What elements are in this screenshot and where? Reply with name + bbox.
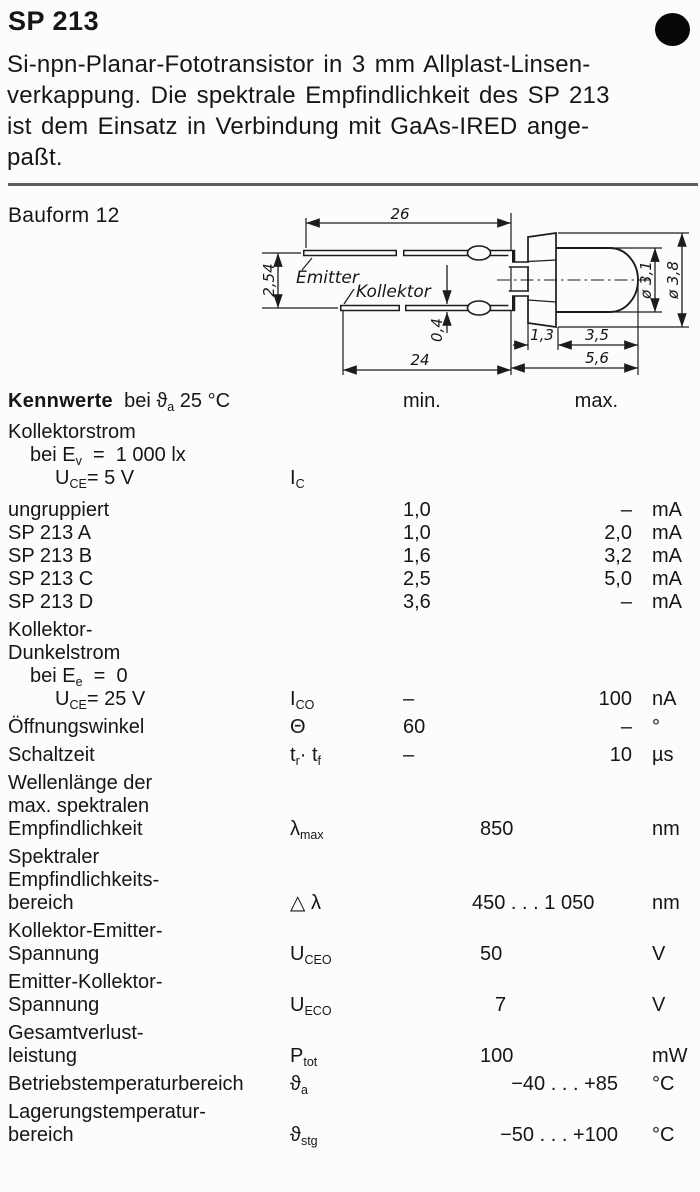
dim-2-54: 2,54 (260, 263, 278, 297)
param-unit: V (652, 943, 666, 965)
dim-24: 24 (410, 351, 430, 369)
table-row (8, 467, 700, 490)
param-unit: mA (652, 522, 682, 544)
param-values (395, 499, 632, 522)
max-column-header: max. (574, 390, 618, 412)
min-value: 1,6 (403, 545, 431, 567)
param-unit: mA (652, 591, 682, 613)
param-label: Gesamtverlust- (8, 1022, 144, 1044)
param-symbol: Θ (290, 716, 306, 738)
param-symbol: $t_r\cdot t_f$ (290, 744, 321, 768)
table-row (8, 421, 700, 444)
dim-1-3: 1,3 (530, 326, 554, 344)
table-row (8, 892, 700, 915)
package-outline-drawing (0, 190, 700, 390)
table-row (8, 994, 700, 1017)
param-symbol: $P_{tot}$ (290, 1045, 318, 1069)
table-row (8, 971, 700, 994)
param-label: Kollektor-Emitter- (8, 920, 163, 942)
kennwerte-label: Kennwerte (8, 390, 113, 412)
table-row (8, 1101, 700, 1124)
param-unit: °C (652, 1073, 675, 1095)
param-unit: mA (652, 499, 682, 521)
max-value: 3,2 (604, 545, 632, 567)
param-label: Empfindlichkeits- (8, 869, 160, 891)
table-row (8, 591, 700, 614)
param-unit: nm (652, 818, 680, 840)
param-values (395, 591, 632, 614)
param-label: Wellenlänge der (8, 772, 153, 794)
param-symbol: $I_{CO}$ (290, 688, 315, 712)
max-value: 100 (598, 688, 632, 710)
ambient-condition: bei $ϑ_a$ 25 °C (124, 390, 231, 414)
param-value: 450 . . . 1 050 (472, 892, 595, 914)
table-row (8, 619, 700, 642)
dim-5-6: 5,6 (585, 349, 609, 367)
param-values (395, 744, 632, 767)
param-values (395, 522, 632, 545)
param-label: Spektraler (8, 846, 100, 868)
spec-table (8, 390, 700, 1147)
table-row (8, 1073, 700, 1096)
param-label: max. spektralen (8, 795, 150, 817)
table-row (8, 744, 700, 767)
description-line: paßt. (7, 144, 63, 171)
param-label: Dunkelstrom (8, 642, 121, 664)
max-value: – (620, 716, 632, 738)
table-row (8, 545, 700, 568)
max-value: 2,0 (604, 522, 632, 544)
table-row (8, 642, 700, 665)
extension-lines (262, 213, 689, 375)
divider-rule (8, 183, 698, 186)
table-row (8, 688, 700, 711)
table-row (8, 522, 700, 545)
table-row (8, 846, 700, 869)
param-symbol: $ϑ_{stg}$ (290, 1124, 318, 1148)
min-value: – (403, 744, 415, 766)
param-label: Lagerungstemperatur- (8, 1101, 206, 1123)
table-row (8, 568, 700, 591)
param-values (395, 688, 632, 711)
param-label: SP 213 A (8, 522, 92, 544)
param-values (395, 818, 632, 841)
table-row (8, 943, 700, 966)
description (7, 49, 699, 173)
dim-dia-3-1: ø 3,1 (637, 261, 655, 299)
param-label: Emitter-Kollektor- (8, 971, 163, 993)
bauform-label: Bauform 12 (8, 204, 120, 227)
page-title: SP 213 (8, 6, 100, 36)
spec-table-header (8, 390, 700, 413)
table-row (8, 869, 700, 892)
param-label: bereich (8, 1124, 74, 1146)
param-label: Öffnungswinkel (8, 716, 145, 738)
param-symbol: $I_C$ (290, 467, 305, 491)
table-row (8, 665, 700, 688)
param-label: SP 213 B (8, 545, 93, 567)
param-unit: mA (652, 568, 682, 590)
param-symbol: △ λ (290, 892, 321, 914)
table-row (8, 920, 700, 943)
emitter-label: Emitter (296, 268, 359, 288)
param-values (395, 1045, 632, 1068)
description-line: verkappung. Die spektrale Empfindlichkeit des SP 213 (7, 82, 610, 109)
param-values (395, 1124, 632, 1147)
min-value: 1,0 (403, 499, 431, 521)
param-label: Schaltzeit (8, 744, 95, 766)
param-label: leistung (8, 1045, 77, 1067)
param-label: Betriebstemperaturbereich (8, 1073, 244, 1095)
dim-26: 26 (390, 205, 410, 223)
param-values (395, 994, 632, 1017)
param-value: 50 (480, 943, 503, 965)
param-unit: µs (652, 744, 674, 766)
dim-dia-3-8: ø 3,8 (664, 261, 682, 299)
param-symbol: $\lambda_{max}$ (290, 818, 324, 842)
param-value: 850 (480, 818, 514, 840)
param-label: bei $E_v = 1$ 000 lx (30, 444, 186, 468)
table-row (8, 1124, 700, 1147)
table-row (8, 716, 700, 739)
param-value: −50 . . . +100 (500, 1124, 618, 1146)
corner-dot-icon (655, 13, 690, 46)
param-label: SP 213 C (8, 568, 94, 590)
max-value: 5,0 (604, 568, 632, 590)
max-value: – (620, 591, 632, 613)
param-label: ungruppiert (8, 499, 110, 521)
dim-0-4: 0,4 (428, 318, 446, 342)
table-row (8, 1022, 700, 1045)
min-value: 60 (403, 716, 426, 738)
min-value: – (403, 688, 415, 710)
param-label: Kollektor- (8, 619, 93, 641)
min-value: 3,6 (403, 591, 431, 613)
param-values (395, 1073, 632, 1096)
param-label: Kollektorstrom (8, 421, 136, 443)
min-column-header: min. (403, 390, 441, 412)
collector-label: Kollektor (356, 282, 431, 302)
table-row (8, 444, 700, 467)
param-label: SP 213 D (8, 591, 94, 613)
param-unit: nm (652, 892, 680, 914)
param-values (395, 716, 632, 739)
param-value: 7 (495, 994, 507, 1016)
param-label: Spannung (8, 994, 100, 1016)
param-values (395, 568, 632, 591)
min-value: 1,0 (403, 522, 431, 544)
kennwerte-heading (8, 390, 395, 413)
description-line: ist dem Einsatz in Verbindung mit GaAs-IRED ange- (7, 113, 590, 140)
param-label: Empfindlichkeit (8, 818, 143, 840)
param-symbol: $U_{CEO}$ (290, 943, 332, 967)
param-unit: °C (652, 1124, 675, 1146)
table-row (8, 1045, 700, 1068)
param-label: Spannung (8, 943, 100, 965)
min-value: 2,5 (403, 568, 431, 590)
table-row (8, 499, 700, 522)
param-unit: mW (652, 1045, 688, 1067)
table-row (8, 795, 700, 818)
dimension-lines (278, 223, 682, 370)
param-symbol: $U_{ECO}$ (290, 994, 332, 1018)
table-row (8, 772, 700, 795)
param-symbol: $ϑ_a$ (290, 1073, 308, 1097)
param-value: 100 (480, 1045, 514, 1067)
param-value: −40 . . . +85 (511, 1073, 618, 1095)
max-value: – (620, 499, 632, 521)
param-label: $U_{CE}= 5$ V (55, 467, 135, 491)
param-unit: nA (652, 688, 677, 710)
param-unit: mA (652, 545, 682, 567)
param-unit: V (652, 994, 666, 1016)
spec-table-body (8, 421, 700, 1147)
param-label: bereich (8, 892, 74, 914)
dim-3-5: 3,5 (585, 326, 609, 344)
table-row (8, 818, 700, 841)
param-label: bei $E_e = 0$ (30, 665, 128, 689)
description-line: Si-npn-Planar-Fototransistor in 3 mm Allplast-Linsen- (7, 51, 591, 78)
param-values (395, 892, 632, 915)
param-label: $U_{CE}= 25$ V (55, 688, 146, 712)
max-value: 10 (609, 744, 632, 766)
param-values (395, 943, 632, 966)
param-values (395, 545, 632, 568)
param-unit: ° (652, 716, 660, 738)
minmax-heading (395, 390, 632, 413)
